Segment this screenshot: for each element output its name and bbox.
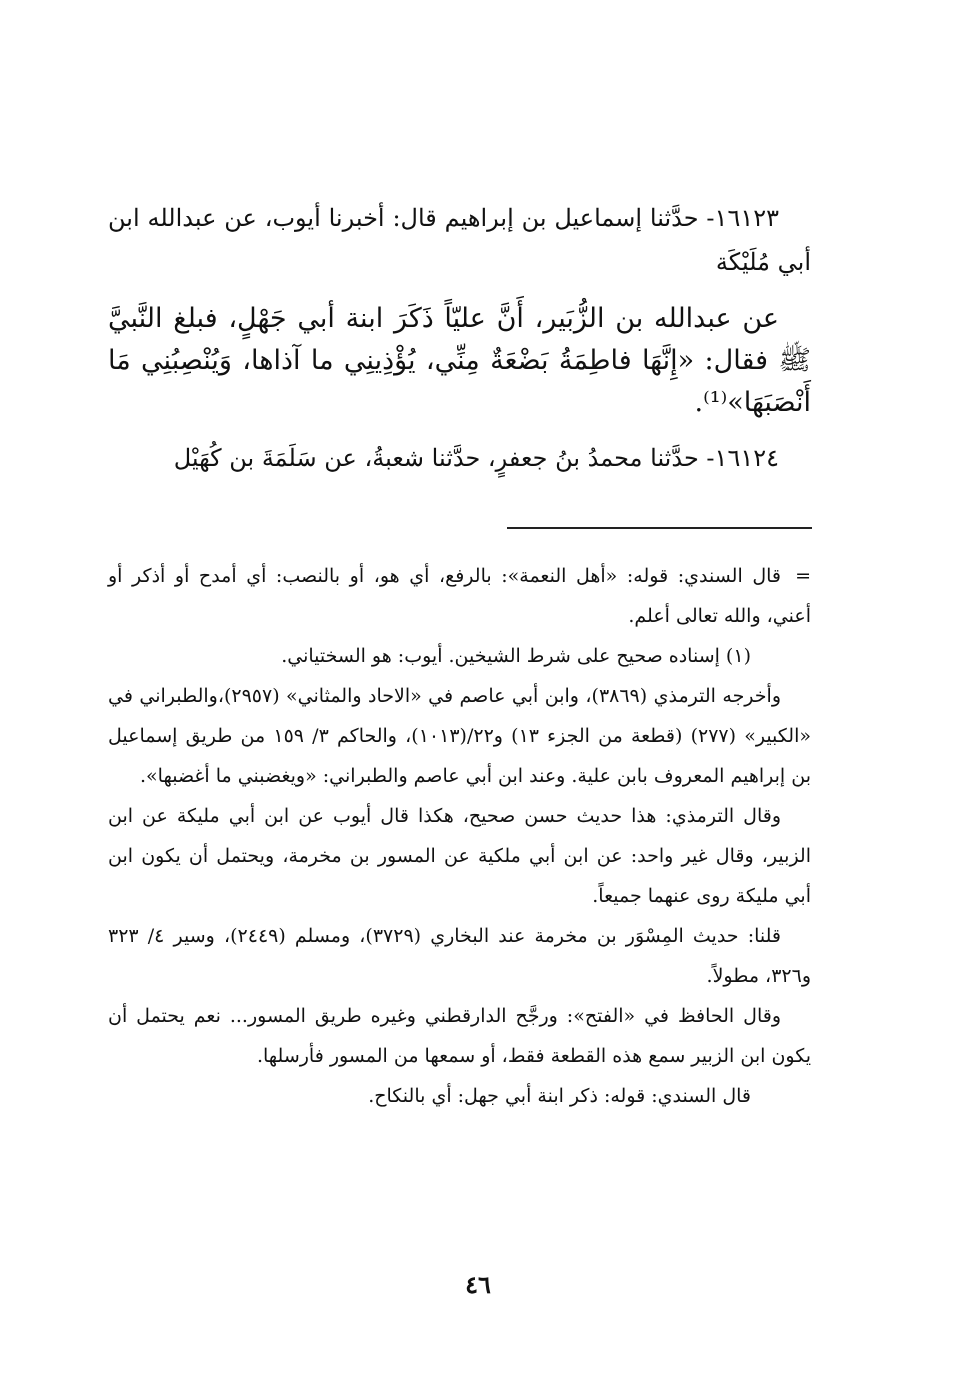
footnote-hafiz: وقال الحافظ في «الفتح»: ورجَّح الدارقطني وغيره طريق المسور... نعم يحتمل أن يكون ابن الزبير سمع هذه القطعة فقط، أو سمعها من المسور فأرسلها. <box>108 1005 811 1067</box>
page-number: ٤٦ <box>465 1270 491 1299</box>
footnotes <box>108 556 811 1116</box>
continuation-mark: = <box>795 565 811 587</box>
footnote-takhrij: وأخرجه الترمذي (٣٨٦٩)، وابن أبي عاصم في «الاحاد والمثاني» (٢٩٥٧)،والطبراني في «الكبير» (٢٧٧) (قطعة من الجزء ١٣) و٢٢/(١٠١٣)، والحاكم ٣/ ١٥٩ من طريق إسماعيل بن إبراهيم المعروف بابن علية. وعند ابن أبي عاصم والطبراني: «ويغضبني ما أغضبها». <box>108 685 811 787</box>
footnote-tirmidhi: وقال الترمذي: هذا حديث حسن صحيح، هكذا قال أيوب عن ابن أبي مليكة عن ابن الزبير، وقال غير واحد: عن ابن أبي ملكية عن المسور بن مخرمة، ويحتمل أن يكون ابن أبي مليكة روى عنهما جميعاً. <box>108 805 811 907</box>
footnote-1-intro: (١) إسناده صحيح على شرط الشيخين. أيوب: هو السختياني. <box>281 645 751 667</box>
footnote-continuation-text: قال السندي: قوله: «أهل النعمة»: بالرفع، أي هو، أو بالنصب: أي أمدح أو أذكر أو أعني، والله تعالى أعلم. <box>108 565 811 627</box>
hadith-16123-body: عن عبدالله بن الزُّبَير، أَنَّ عليّاً ذَكَرَ ابنة أبي جَهْلٍ، فبلغ النَّبيَّ ﷺ فقال: «إِنَّهَا فاطِمَةُ بَضْعَةٌ مِنِّي، يُؤْذِينِي ما آذاها، وَيُنْصِبُنِي مَا أَنْصَبَهَا»⁽¹⁾. <box>108 303 811 418</box>
hadith-16123-chain: ١٦١٢٣- حدَّثنا إسماعيل بن إبراهيم قال: أخبرنا أيوب، عن عبدالله ابن أبي مُلَيْكَة <box>108 204 811 276</box>
footnote-qulna: قلنا: حديث المِسْوَر بن مخرمة عند البخاري (٣٧٢٩)، ومسلم (٢٤٤٩)، وسير ٤/ ٣٢٣ و٣٢٦، مطولاً. <box>108 925 811 987</box>
main-text <box>108 196 811 480</box>
footnote-sindi: قال السندي: قوله: ذكر ابنة أبي جهل: أي بالنكاح. <box>368 1085 751 1107</box>
footnote-continuation <box>108 556 811 636</box>
hadith-16124-chain: ١٦١٢٤- حدَّثنا محمدُ بنُ جعفرٍ، حدَّثنا شعبةُ، عن سَلَمَةَ بن كُهَيْل <box>173 444 779 472</box>
footnote-divider <box>507 527 812 529</box>
